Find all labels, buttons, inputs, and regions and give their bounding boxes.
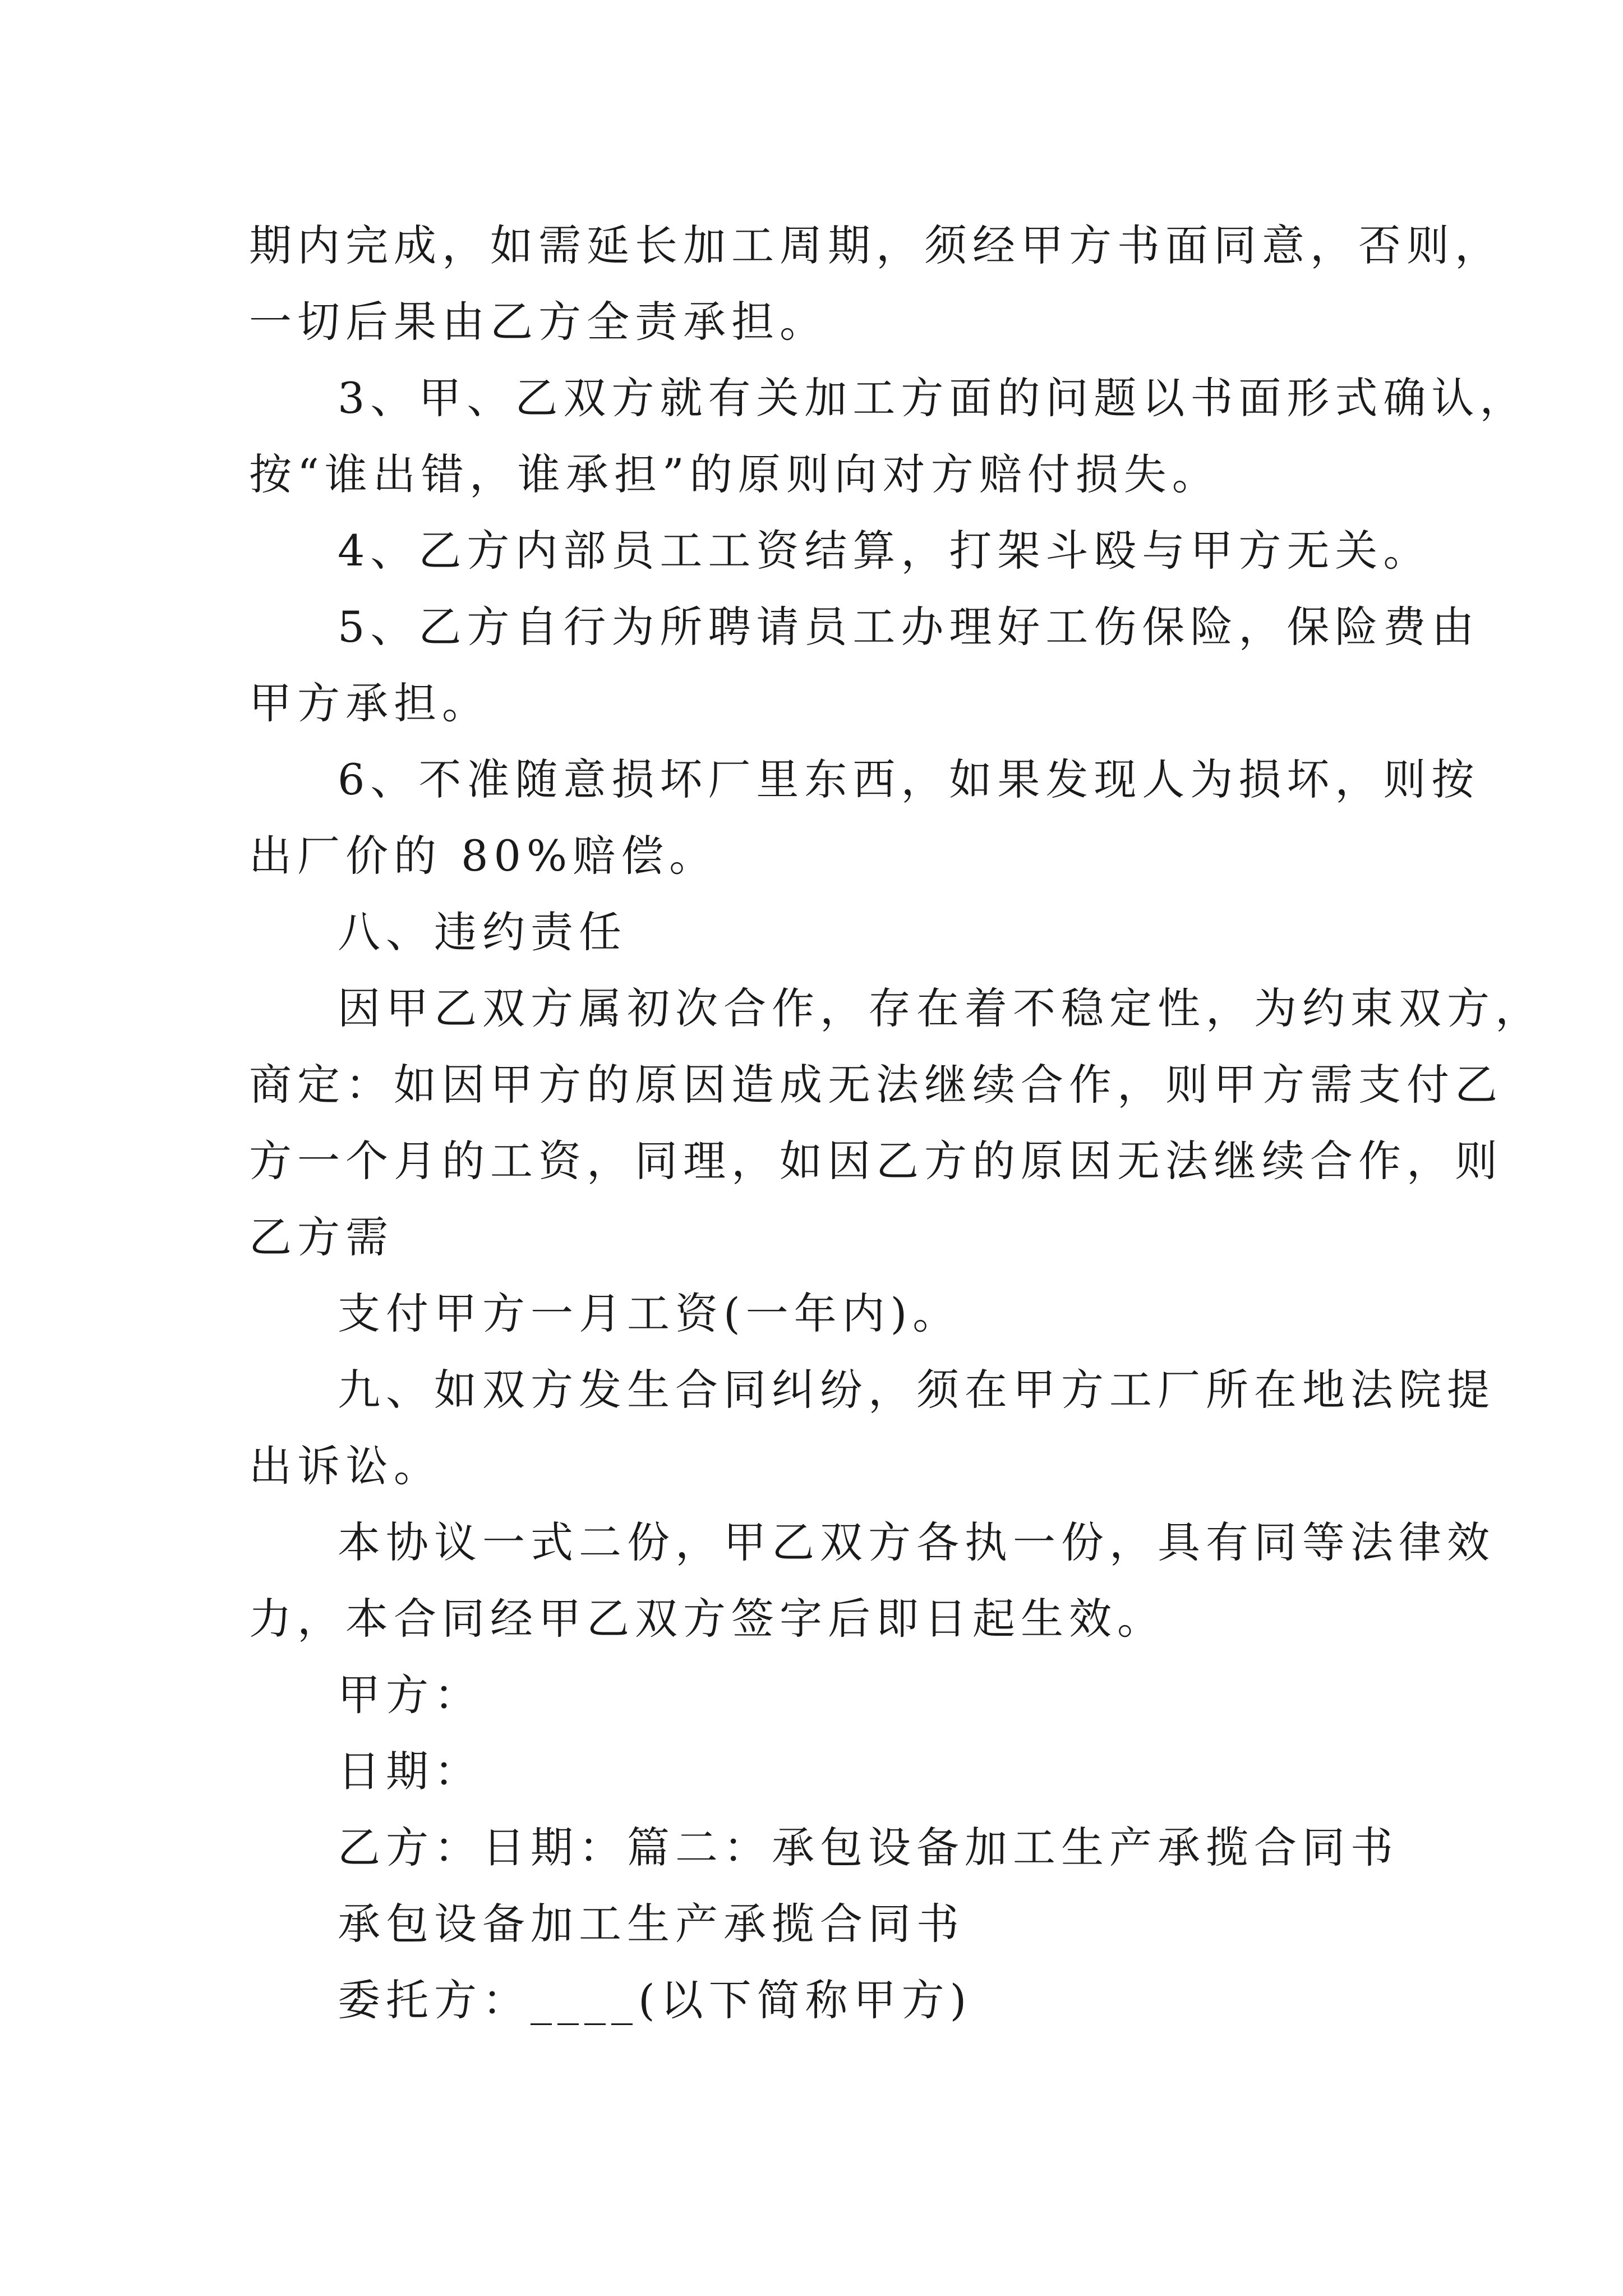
text-line: 承包设备加工生产承揽合同书 [338,1899,965,1949]
paragraph [249,818,1393,894]
text-line: 本协议一式二份，甲乙双方各执一份，具有同等法律效 [338,1517,1495,1567]
paragraph [249,589,1480,665]
paragraph [249,1428,1393,1504]
paragraph [249,208,1503,360]
text-line: 5、乙方自行为所聘请员工办理好工伤保险，保险费由 [338,602,1480,652]
paragraph [249,742,1480,818]
text-line: 支付甲方一月工资(一年内)。 [338,1289,961,1338]
text-line: 甲方承担。 [249,678,490,728]
document-body [249,208,1543,2039]
text-line: 委托方：____(以下简称甲方) [338,1975,972,2025]
paragraph [249,1504,1495,1581]
paragraph [249,665,1393,742]
text-line: 方一个月的工资，同理，如因乙方的原因无法继续合作，则 [249,1136,1503,1186]
paragraph [249,360,1528,436]
paragraph [249,1886,1393,1962]
text-line: 6、不准随意损坏厂里东西，如果发现人为损坏，则按 [338,754,1480,804]
text-line: 力，本合同经甲乙双方签字后即日起生效。 [249,1594,1165,1644]
text-line: 按“谁出错，谁承担”的原则向对方赔付损失。 [249,449,1220,499]
paragraph [249,1810,1399,1886]
paragraph [249,1657,1393,1733]
text-line: 出诉讼。 [249,1441,442,1491]
text-line: 乙方：日期：篇二：承包设备加工生产承揽合同书 [338,1823,1399,1872]
text-line: 乙方需 [249,1212,394,1262]
text-line: 一切后果由乙方全责承担。 [249,297,828,347]
text-line: 商定：如因甲方的原因造成无法继续合作，则甲方需支付乙 [249,1060,1503,1110]
paragraph [249,1047,1503,1276]
text-line: 3、甲、乙双方就有关加工方面的问题以书面形式确认， [338,373,1528,423]
paragraph [249,1581,1393,1657]
text-line: 出厂价的 80%赔偿。 [249,831,718,881]
paragraph [249,970,1543,1047]
text-line: 甲方： [338,1670,482,1720]
text-line: 因甲乙双方属初次合作，存在着不稳定性，为约束双方， [338,983,1543,1033]
paragraph [249,1352,1495,1428]
text-line: 日期： [338,1746,482,1796]
text-line: 九、如双方发生合同纠纷，须在甲方工厂所在地法院提 [338,1365,1495,1415]
paragraph [249,1733,1393,1810]
paragraph [249,894,1393,970]
text-line: 八、违约责任 [338,907,627,957]
paragraph [249,513,1432,589]
paragraph [249,1276,1393,1352]
text-line: 期内完成，如需延长加工周期，须经甲方书面同意，否则， [249,220,1503,270]
paragraph [249,1962,1393,2039]
paragraph [249,436,1393,513]
text-line: 4、乙方内部员工工资结算，打架斗殴与甲方无关。 [338,526,1432,576]
